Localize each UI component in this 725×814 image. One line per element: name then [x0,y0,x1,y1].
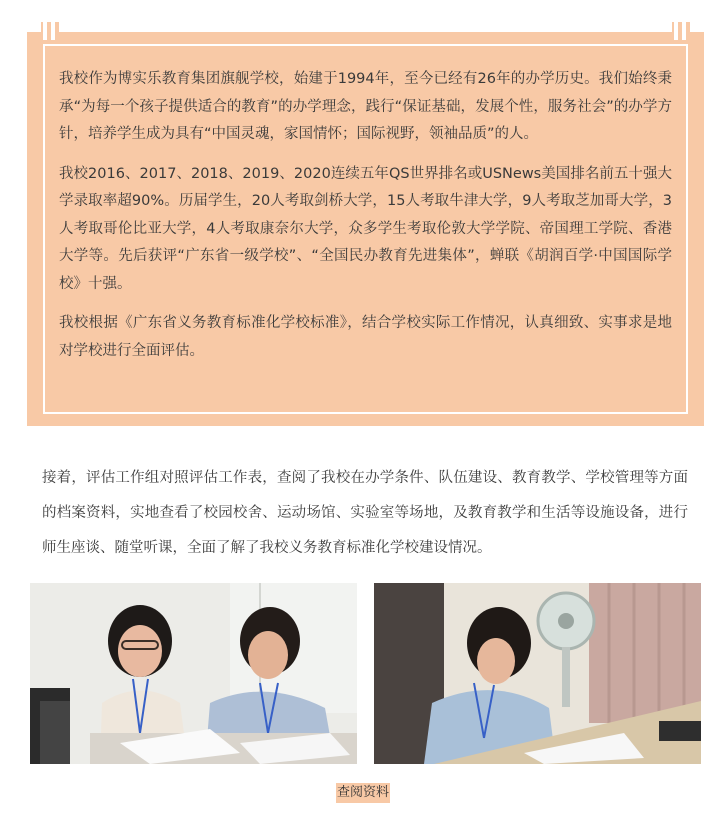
body-paragraph: 接着，评估工作组对照评估工作表，查阅了我校在办学条件、队伍建设、教育教学、学校管理等方面的档案资料，实地查看了校园校舍、运动场馆、实验室等场地，及教育教学和生活等设施设备，进行师生座谈、随堂听课，全面了解了我校义务教育标准化学校建设情况。 [42,470,688,556]
intro-paragraph-evaluation: 我校根据《广东省义务教育标准化学校标准》，结合学校实际工作情况，认真细致、实事求是地对学校进行全面评估。 [59,315,672,359]
corner-decoration-left [41,22,59,42]
corner-decoration-right [672,22,690,42]
photo-reviewing-documents-left [30,583,357,764]
intro-box [27,32,704,426]
intro-text [59,66,672,377]
intro-paragraph-history: 我校作为博实乐教育集团旗舰学校，始建于1994年，至今已经有26年的办学历史。我们始终秉承“为每一个孩子提供适合的教育”的办学理念，践行“保证基础，发展个性，服务社会”的办学方针，培养学生成为具有“中国灵魂，家国情怀；国际视野，领袖品质”的人。 [59,71,672,142]
intro-paragraph-achievements: 我校2016、2017、2018、2019、2020连续五年QS世界排名或USNews美国排名前五十强大学录取率超90%。历届学生，20人考取剑桥大学，15人考取牛津大学，9人考取芝加哥大学，3人考取哥伦比亚大学，4人考取康奈尔大学，众多学生考取伦敦大学学院、帝国理工学院、香港大学等。先后获评“广东省一级学校”、“全国民办教育先进集体”，蝉联《胡润百学·中国国际学校》十强。 [59,165,672,292]
photo-reviewing-documents-right [374,583,701,764]
photo-caption: 查阅资料 [336,783,390,803]
